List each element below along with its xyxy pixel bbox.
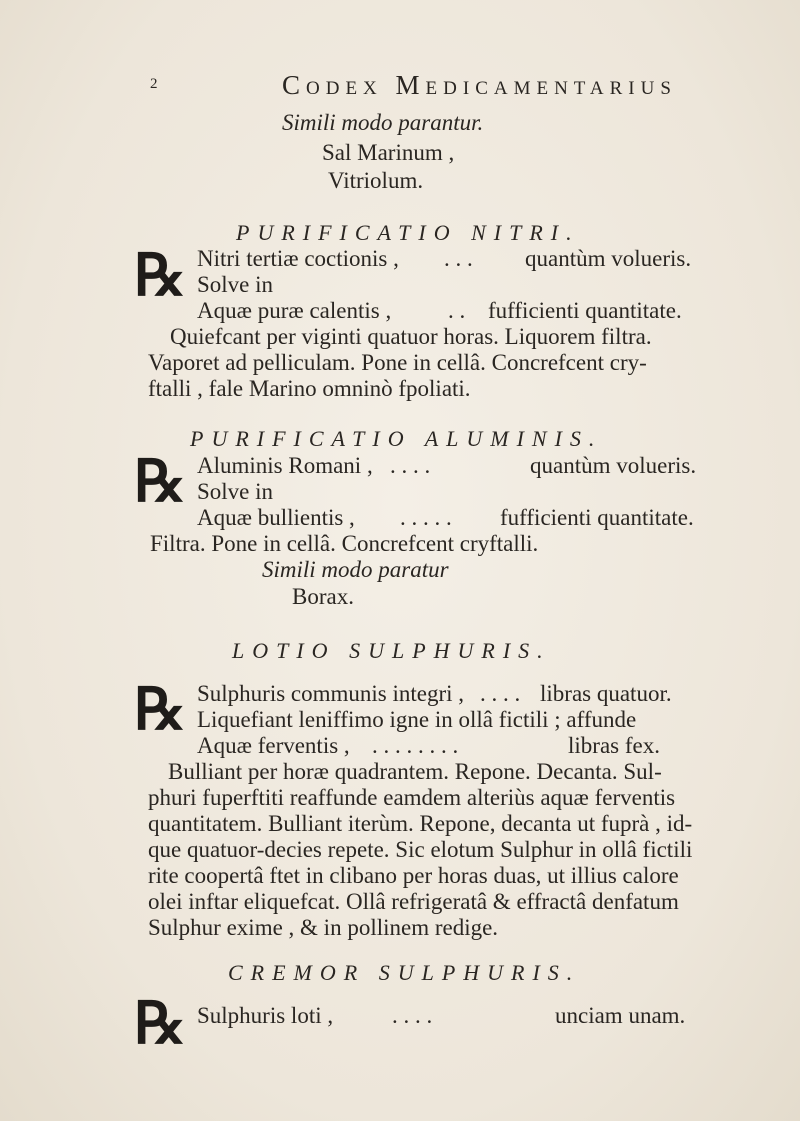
paragraph-line: que quatuor-decies repete. Sic elotum Sulphur in ollâ fictili: [148, 837, 693, 862]
paragraph-line: Bulliant per horæ quadrantem. Repone. Decanta. Sul-: [168, 759, 662, 784]
leader-dots: . . .: [444, 246, 473, 271]
paragraph-line: olei inftar eliquefcat. Ollâ refrigeratâ & effractâ denfatum: [148, 889, 679, 914]
ingredient-line: Aquæ bullientis ,: [197, 505, 355, 530]
instruction-line: Liquefiant leniffimo igne in ollâ fictili ; affunde: [197, 707, 637, 732]
ingredient-line: Aquæ puræ calentis ,: [197, 298, 392, 323]
leader-dots: . . . . . . . .: [372, 733, 459, 758]
page-number: 2: [150, 76, 158, 92]
intro-line: Vitriolum.: [328, 168, 424, 193]
ingredient-quantity: libras quatuor.: [540, 681, 672, 706]
ingredient-line: Sulphuris communis integri ,: [197, 681, 465, 706]
paragraph-line: Sulphur exime , & in pollinem redige.: [148, 915, 499, 940]
ingredient-quantity: quantùm volueris.: [530, 453, 697, 478]
leader-dots: . . . .: [390, 453, 431, 478]
intro-line: Sal Marinum ,: [322, 140, 455, 165]
ingredient-quantity: fufficienti quantitate.: [488, 298, 682, 323]
running-title: Codex Medicamentarius: [282, 70, 677, 100]
paragraph-line: rite coopertâ ftet in clibano per horas duas, ut illius calore: [148, 863, 679, 888]
instruction-line: Solve in: [197, 479, 274, 504]
leader-dots: . .: [448, 298, 466, 323]
recipe-symbol: ℞: [134, 241, 186, 309]
recipe-symbol: ℞: [134, 675, 186, 743]
section-title: PURIFICATIO NITRI.: [236, 220, 580, 245]
section-title: CREMOR SULPHURIS.: [228, 960, 581, 985]
ingredient-line: Aluminis Romani ,: [197, 453, 373, 478]
leader-dots: . . . .: [392, 1003, 433, 1028]
instruction-line: Solve in: [197, 272, 274, 297]
ingredient-line: Sulphuris loti ,: [197, 1003, 334, 1028]
ingredient-line: Aquæ ferventis ,: [197, 733, 350, 758]
paragraph-line: Vaporet ad pelliculam. Pone in cellâ. Concrefcent cry-: [148, 350, 647, 375]
paragraph-line: Borax.: [292, 584, 354, 609]
paragraph-line: Filtra. Pone in cellâ. Concrefcent cryftalli.: [150, 531, 539, 556]
ingredient-quantity: fufficienti quantitate.: [500, 505, 694, 530]
recipe-symbol: ℞: [134, 447, 186, 515]
ingredient-quantity: libras fex.: [568, 733, 660, 758]
paragraph-line: quantitatem. Bulliant iterùm. Repone, decanta ut fuprà , id-: [148, 811, 693, 836]
section-title: LOTIO SULPHURIS.: [232, 638, 551, 663]
ingredient-quantity: quantùm volueris.: [525, 246, 692, 271]
recipe-symbol: ℞: [134, 989, 186, 1057]
ingredient-line: Nitri tertiæ coctionis ,: [197, 246, 399, 271]
leader-dots: . . . .: [480, 681, 521, 706]
ingredient-quantity: unciam unam.: [555, 1003, 686, 1028]
paragraph-line: Quiefcant per viginti quatuor horas. Liquorem filtra.: [170, 324, 652, 349]
leader-dots: . . . . .: [400, 505, 452, 530]
intro-line: Simili modo parantur.: [282, 110, 484, 135]
paragraph-line: phuri fuperftiti reaffunde eamdem alteriùs aquæ ferventis: [148, 785, 676, 810]
paragraph-line: Simili modo paratur: [262, 557, 449, 582]
paragraph-line: ftalli , fale Marino omninò fpoliati.: [148, 376, 471, 401]
section-title: PURIFICATIO ALUMINIS.: [190, 426, 603, 451]
